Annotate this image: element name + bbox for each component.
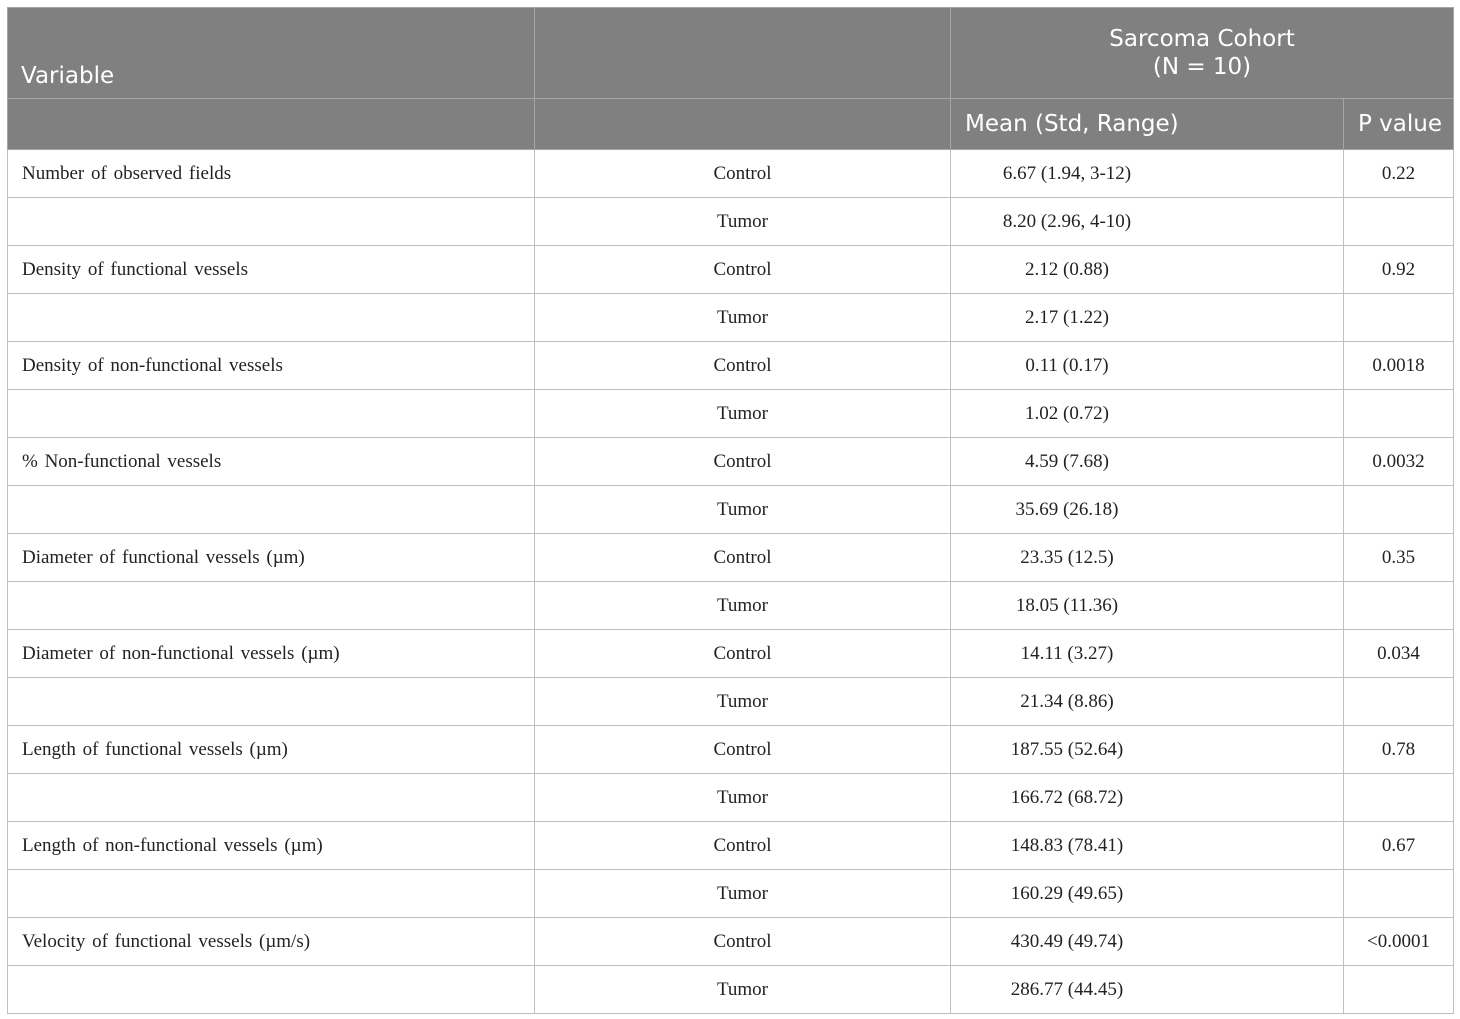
mean-value-cell: 160.29 (49.65) (951, 870, 1344, 918)
mean-value-cell: 6.67 (1.94, 3-12) (951, 150, 1344, 198)
table-row (8, 438, 1454, 486)
variable-cell (8, 294, 535, 342)
mean-value-cell: 35.69 (26.18) (951, 486, 1344, 534)
group-cell: Tumor (535, 390, 951, 438)
group-cell: Control (535, 246, 951, 294)
p-value-cell (1344, 390, 1454, 438)
mean-value-cell: 286.77 (44.45) (951, 966, 1344, 1014)
variable-cell: Length of functional vessels (µm) (8, 726, 535, 774)
group-cell: Control (535, 822, 951, 870)
group-cell: Tumor (535, 774, 951, 822)
variable-column-header: Variable (8, 8, 535, 99)
p-value-cell: 0.22 (1344, 150, 1454, 198)
group-cell: Control (535, 630, 951, 678)
variable-cell: % Non-functional vessels (8, 438, 535, 486)
table-row (8, 726, 1454, 774)
p-value-cell (1344, 294, 1454, 342)
p-value-cell: 0.78 (1344, 726, 1454, 774)
group-cell: Tumor (535, 486, 951, 534)
mean-value-cell: 0.11 (0.17) (951, 342, 1344, 390)
p-value-cell (1344, 966, 1454, 1014)
variable-cell: Density of non-functional vessels (8, 342, 535, 390)
group-cell: Tumor (535, 870, 951, 918)
p-value-cell: 0.0032 (1344, 438, 1454, 486)
variable-cell: Density of functional vessels (8, 246, 535, 294)
table-row (8, 342, 1454, 390)
mean-value-cell: 148.83 (78.41) (951, 822, 1344, 870)
table-row (8, 582, 1454, 630)
table-row (8, 966, 1454, 1014)
variable-cell: Diameter of non-functional vessels (µm) (8, 630, 535, 678)
mean-column-header: Mean (Std, Range) (951, 99, 1344, 150)
variable-cell (8, 870, 535, 918)
table-body (8, 150, 1454, 1014)
p-value-cell (1344, 678, 1454, 726)
mean-value-cell: 166.72 (68.72) (951, 774, 1344, 822)
group-cell: Tumor (535, 678, 951, 726)
results-table (7, 7, 1454, 1014)
variable-cell: Length of non-functional vessels (µm) (8, 822, 535, 870)
cohort-header-count: (N = 10) (1152, 54, 1252, 80)
mean-value-cell: 8.20 (2.96, 4-10) (951, 198, 1344, 246)
variable-cell (8, 582, 535, 630)
mean-value-cell: 14.11 (3.27) (951, 630, 1344, 678)
p-value-cell (1344, 870, 1454, 918)
p-value-column-header: P value (1344, 99, 1454, 150)
p-value-cell (1344, 582, 1454, 630)
mean-value-cell: 2.12 (0.88) (951, 246, 1344, 294)
variable-cell (8, 966, 535, 1014)
table-row (8, 774, 1454, 822)
table-header (8, 8, 1454, 150)
group-subheader (535, 99, 951, 150)
p-value-cell (1344, 774, 1454, 822)
variable-cell (8, 390, 535, 438)
table-row (8, 486, 1454, 534)
cohort-header-title: Sarcoma Cohort (1109, 26, 1295, 52)
table-row (8, 870, 1454, 918)
mean-value-cell: 23.35 (12.5) (951, 534, 1344, 582)
table-row (8, 246, 1454, 294)
variable-cell: Number of observed fields (8, 150, 535, 198)
variable-cell (8, 198, 535, 246)
p-value-cell: 0.35 (1344, 534, 1454, 582)
p-value-cell: 0.67 (1344, 822, 1454, 870)
group-cell: Control (535, 342, 951, 390)
table-row (8, 534, 1454, 582)
p-value-cell: 0.0018 (1344, 342, 1454, 390)
table-row (8, 630, 1454, 678)
variable-cell (8, 774, 535, 822)
header-row-1 (8, 8, 1454, 99)
table-row (8, 678, 1454, 726)
group-cell: Control (535, 150, 951, 198)
group-cell: Tumor (535, 966, 951, 1014)
table-row (8, 918, 1454, 966)
mean-value-cell: 4.59 (7.68) (951, 438, 1344, 486)
cohort-header (951, 8, 1454, 99)
mean-value-cell: 430.49 (49.74) (951, 918, 1344, 966)
variable-subheader (8, 99, 535, 150)
p-value-cell: 0.92 (1344, 246, 1454, 294)
table-row (8, 150, 1454, 198)
p-value-cell (1344, 198, 1454, 246)
mean-value-cell: 187.55 (52.64) (951, 726, 1344, 774)
mean-value-cell: 21.34 (8.86) (951, 678, 1344, 726)
table-row (8, 198, 1454, 246)
variable-cell (8, 678, 535, 726)
group-cell: Tumor (535, 582, 951, 630)
group-cell: Tumor (535, 294, 951, 342)
variable-cell: Diameter of functional vessels (µm) (8, 534, 535, 582)
header-row-2 (8, 99, 1454, 150)
group-column-header (535, 8, 951, 99)
mean-value-cell: 18.05 (11.36) (951, 582, 1344, 630)
group-cell: Tumor (535, 198, 951, 246)
mean-value-cell: 2.17 (1.22) (951, 294, 1344, 342)
table-row (8, 390, 1454, 438)
group-cell: Control (535, 438, 951, 486)
p-value-cell: 0.034 (1344, 630, 1454, 678)
p-value-cell (1344, 486, 1454, 534)
variable-cell (8, 486, 535, 534)
mean-value-cell: 1.02 (0.72) (951, 390, 1344, 438)
group-cell: Control (535, 726, 951, 774)
table-row (8, 822, 1454, 870)
group-cell: Control (535, 918, 951, 966)
group-cell: Control (535, 534, 951, 582)
p-value-cell: <0.0001 (1344, 918, 1454, 966)
table-row (8, 294, 1454, 342)
variable-cell: Velocity of functional vessels (µm/s) (8, 918, 535, 966)
